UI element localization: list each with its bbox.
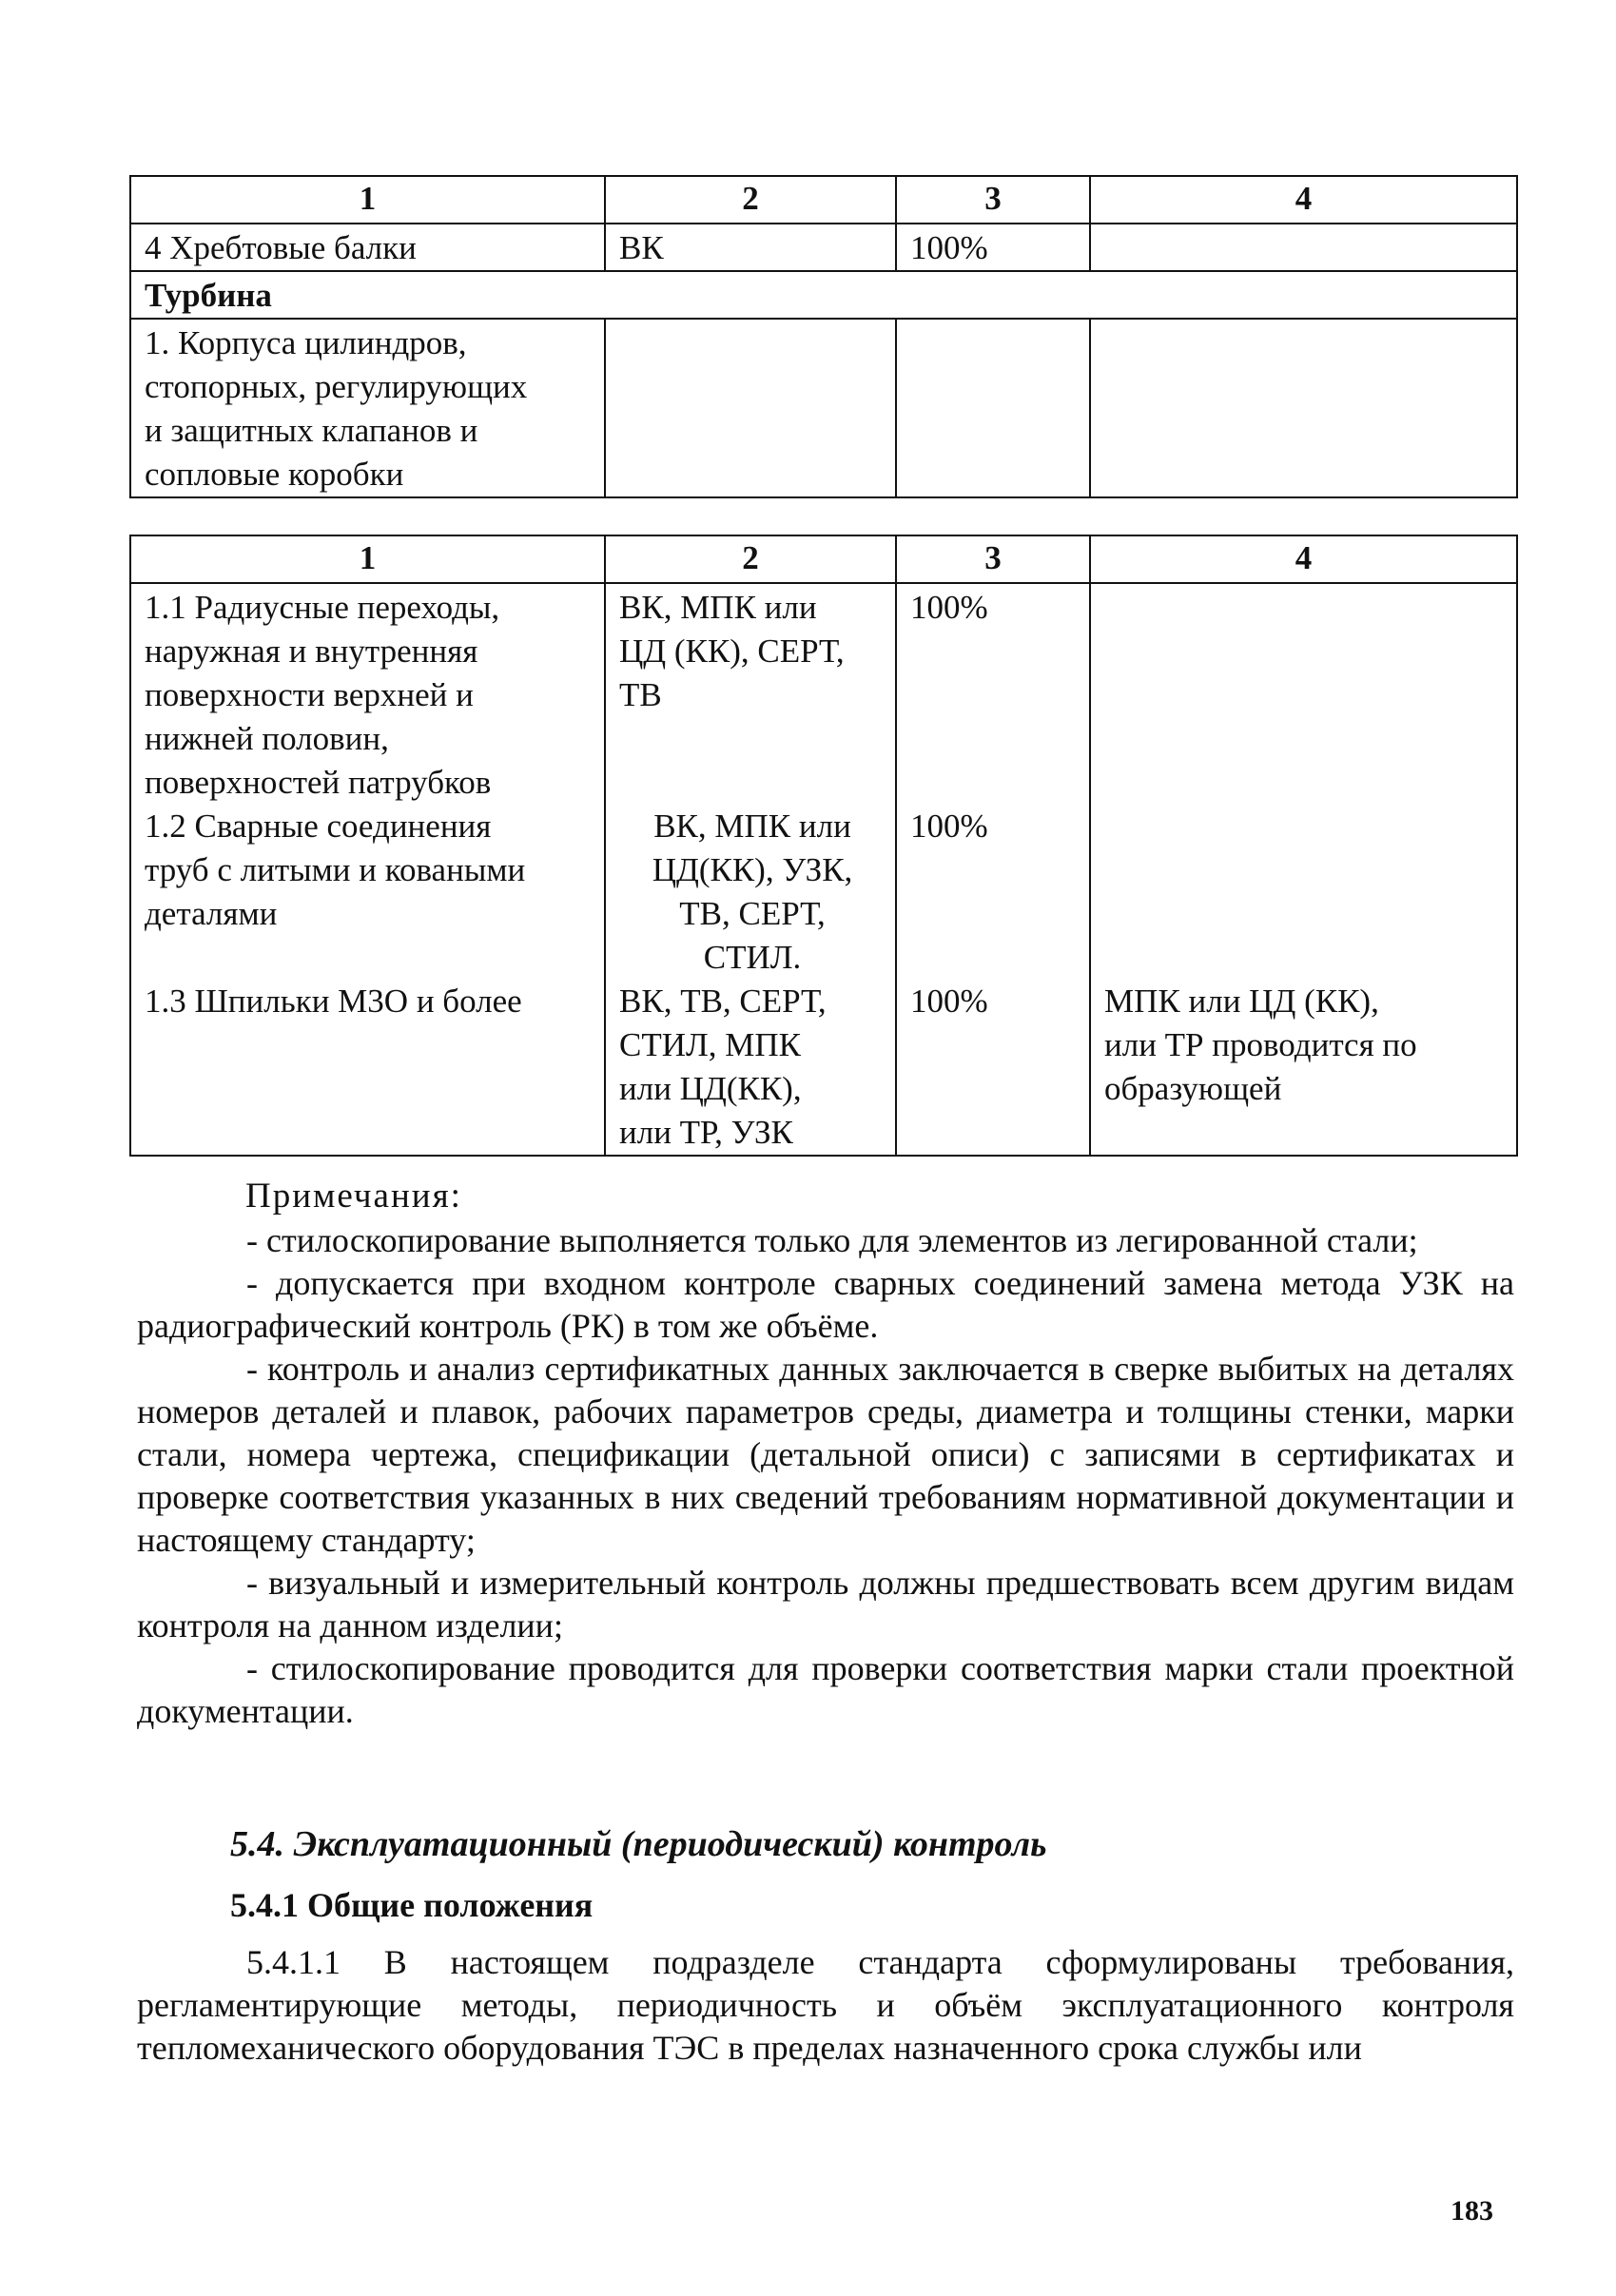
- cell-line: и защитных клапанов и: [145, 412, 478, 449]
- section-heading: 5.4. Эксплуатационный (периодический) контроль: [230, 1824, 1047, 1864]
- cell-line: ЦД (КК), СЕРТ,: [619, 632, 845, 670]
- cell-line: МПК или ЦД (КК),: [1104, 983, 1379, 1020]
- note-item: - допускается при входном контроле сварных соединений замена метода УЗК на радиографический контроль (РК) в том же объёме.: [137, 1264, 1514, 1345]
- table-row: [130, 583, 1517, 1156]
- cell-line: [910, 936, 1080, 980]
- cell-line: [910, 892, 1080, 936]
- cell-line: [910, 673, 1080, 717]
- cell-line: СТИЛ, МПК: [619, 1026, 801, 1063]
- cell-line: [1104, 673, 1507, 717]
- cell-line: 1.1 Радиусные переходы,: [145, 589, 500, 626]
- cell-line: 100%: [910, 983, 988, 1020]
- cell-line: [1104, 717, 1507, 761]
- element-cell: 4 Хребтовые балки: [130, 224, 605, 271]
- cell-line: или ТР, УЗК: [619, 1114, 793, 1151]
- note-cell: [1090, 319, 1517, 497]
- scope-cell: [896, 319, 1090, 497]
- cell-line: [910, 848, 1080, 892]
- cell-line: или ТР проводится по: [1104, 1026, 1417, 1063]
- column-header: 1: [130, 535, 605, 583]
- cell-line: [1104, 586, 1507, 630]
- column-header: 3: [896, 176, 1090, 224]
- inspection-table-1: [129, 175, 1518, 498]
- cell-line: [619, 717, 886, 761]
- cell-line: [619, 761, 886, 805]
- notes-list: [137, 1219, 1514, 1733]
- cell-line: ЦД(КК), УЗК,: [652, 851, 853, 888]
- table-header-row: [130, 535, 1517, 583]
- table-row: [130, 319, 1517, 497]
- cell-line: 1.2 Сварные соединения: [145, 807, 492, 845]
- column-header: 4: [1090, 176, 1517, 224]
- element-cell: [130, 583, 605, 1156]
- paragraph-text: 5.4.1.1 В настоящем подразделе стандарта сформулированы требования, регламентирующие методы, периодичность и объём эксплуатационного контроля тепломеханического оборудования ТЭС в пределах назначенного срока службы или: [137, 1943, 1514, 2067]
- cell-line: или ЦД(КК),: [619, 1070, 802, 1107]
- notes-title: Примечания:: [245, 1177, 462, 1216]
- page-number: 183: [1451, 2195, 1493, 2227]
- cell-line: ВК, ТВ, СЕРТ,: [619, 983, 827, 1020]
- note-item: - визуальный и измерительный контроль должны предшествовать всем другим видам контроля на данном изделии;: [137, 1564, 1514, 1644]
- cell-line: нижней половин,: [145, 720, 389, 757]
- inspection-table-2: [129, 535, 1518, 1157]
- table-row: [130, 224, 1517, 271]
- cell-line: [910, 761, 1080, 805]
- scope-cell: 100%: [896, 224, 1090, 271]
- cell-line: [1104, 805, 1507, 848]
- cell-line: 100%: [910, 807, 988, 845]
- element-cell: [130, 319, 605, 497]
- cell-line: [910, 717, 1080, 761]
- cell-line: сопловые коробки: [145, 456, 404, 493]
- subsection-heading: 5.4.1 Общие положения: [230, 1886, 594, 1924]
- column-header: 2: [605, 176, 896, 224]
- scope-cell: [896, 583, 1090, 1156]
- cell-line: [145, 936, 594, 980]
- cell-line: [1104, 630, 1507, 673]
- method-cell: [605, 319, 896, 497]
- cell-line: [1104, 848, 1507, 892]
- body-paragraph: [137, 1941, 1514, 2070]
- cell-line: труб с литыми и коваными: [145, 851, 526, 888]
- cell-line: [910, 630, 1080, 673]
- cell-line: [1104, 892, 1507, 936]
- method-cell: ВК: [605, 224, 896, 271]
- note-cell: [1090, 224, 1517, 271]
- cell-line: деталями: [145, 895, 278, 932]
- cell-line: 1.3 Шпильки М3О и более: [145, 983, 522, 1020]
- cell-line: образующей: [1104, 1070, 1282, 1107]
- cell-line: [1104, 936, 1507, 980]
- cell-line: поверхности верхней и: [145, 676, 474, 713]
- cell-line: ТВ, СЕРТ,: [679, 895, 826, 932]
- cell-line: ВК, МПК или: [619, 589, 817, 626]
- cell-line: 100%: [910, 589, 988, 626]
- note-cell: [1090, 583, 1517, 1156]
- cell-line: поверхностей патрубков: [145, 764, 492, 801]
- note-item: - стилоскопирование проводится для проверки соответствия марки стали проектной документации.: [137, 1649, 1514, 1730]
- cell-line: [1104, 761, 1507, 805]
- column-header: 2: [605, 535, 896, 583]
- cell-line: СТИЛ.: [703, 939, 802, 976]
- note-item: - стилоскопирование выполняется только для элементов из легированной стали;: [246, 1221, 1418, 1259]
- method-cell: [605, 583, 896, 1156]
- column-header: 1: [130, 176, 605, 224]
- cell-line: 1. Корпуса цилиндров,: [145, 324, 467, 361]
- cell-line: стопорных, регулирующих: [145, 368, 528, 405]
- column-header: 3: [896, 535, 1090, 583]
- section-title-turbine: Турбина: [130, 271, 1517, 319]
- cell-line: ТВ: [619, 676, 662, 713]
- column-header: 4: [1090, 535, 1517, 583]
- cell-line: наружная и внутренняя: [145, 632, 478, 670]
- section-row: [130, 271, 1517, 319]
- cell-line: ВК, МПК или: [653, 807, 851, 845]
- note-item: - контроль и анализ сертификатных данных заключается в сверке выбитых на деталях номеров деталей и плавок, рабочих параметров среды, диаметра и толщины стенки, марки стали, номера чертежа, спецификации (детальной описи) с записями в сертификатах и проверке соответствия указанных в них сведений требованиям нормативной документации и настоящему стандарту;: [137, 1350, 1514, 1559]
- table-header-row: [130, 176, 1517, 224]
